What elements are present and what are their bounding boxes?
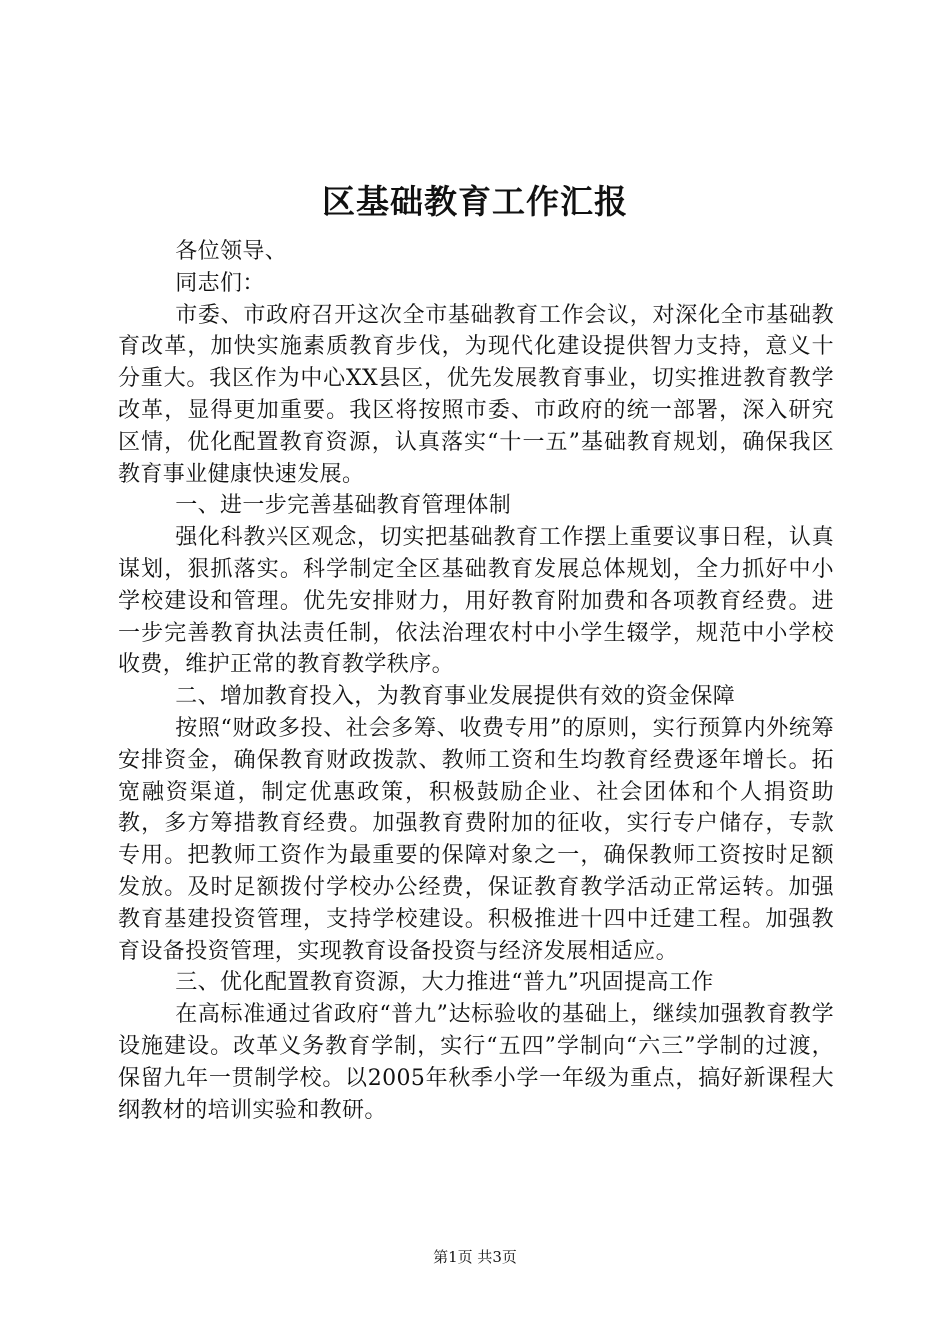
section-paragraph: 按照“财政多投、社会多筹、收费专用”的原则，实行预算内外统筹安排资金，确保教育财政拨款、教师工资和生均教育经费逐年增长。拓宽融资渠道，制定优惠政策，积极鼓励企业、社会团体和个人捐资助教，多方筹措教育经费。加强教育费附加的征收，实行专户储存，专款专用。把教师工资作为最重要的保障对象之一，确保教师工资按时足额发放。及时足额拨付学校办公经费，保证教育教学活动正常运转。加强教育基建投资管理，支持学校建设。积极推进十四中迁建工程。加强教育设备投资管理，实现教育设备投资与经济发展相适应。 [118,715,834,964]
intro-paragraph: 市委、市政府召开这次全市基础教育工作会议，对深化全市基础教育改革，加快实施素质教育步伐，为现代化建设提供智力支持，意义十分重大。我区作为中心XX县区，优先发展教育事业，切实推进教育教学改革，显得更加重要。我区将按照市委、市政府的统一部署，深入研究区情，优化配置教育资源，认真落实“十一五”基础教育规划，确保我区教育事业健康快速发展。 [118,302,834,487]
section-heading: 三、优化配置教育资源，大力推进“普九”巩固提高工作 [175,970,714,996]
page-footer: 第1页 共3页 [433,1248,517,1266]
section-paragraph: 在高标准通过省政府“普九”达标验收的基础上，继续加强教育教学设施建设。改革义务教育学制，实行“五四”学制向“六三”学制的过渡，保留九年一贯制学校。以2005年秋季小学一年级为重点，搞好新课程大纲教材的培训实验和教研。 [118,1002,834,1123]
section-paragraph: 强化科教兴区观念，切实把基础教育工作摆上重要议事日程，认真谋划，狠抓落实。科学制定全区基础教育发展总体规划，全力抓好中小学校建设和管理。优先安排财力，用好教育附加费和各项教育经费。进一步完善教育执法责任制，依法治理农村中小学生辍学，规范中小学校收费，维护正常的教育教学秩序。 [118,525,834,678]
document-body [118,236,834,1126]
section-heading: 二、增加教育投入，为教育事业发展提供有效的资金保障 [175,684,736,710]
salutation-line: 各位领导、 [175,239,288,264]
document-title: 区基础教育工作汇报 [322,182,628,221]
section-heading: 一、进一步完善基础教育管理体制 [175,493,512,519]
salutation-line: 同志们： [175,270,265,296]
